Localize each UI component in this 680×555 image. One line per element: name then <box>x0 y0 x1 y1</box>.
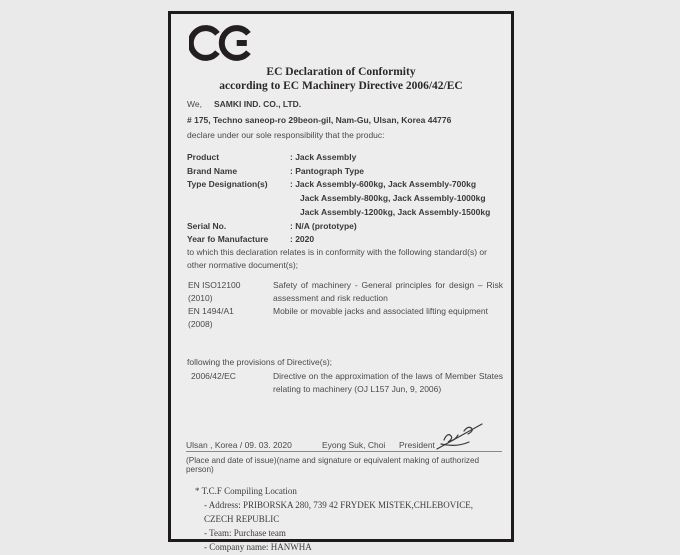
signature-title: President <box>399 440 435 450</box>
standard-code-block <box>188 305 273 331</box>
product-row <box>187 206 499 220</box>
ce-mark-logo <box>189 22 251 64</box>
directives-intro: following the provisions of Directive(s); <box>187 357 333 367</box>
product-value: : 2020 <box>290 234 315 245</box>
standard-code-block <box>188 279 273 305</box>
product-label: Serial No. <box>187 220 227 231</box>
product-row <box>187 151 499 165</box>
signature-caption: (Place and date of issue)(name and signature or equivalent making of authorized person) <box>186 456 480 474</box>
tcf-item: - Company name: HANWHA <box>204 542 312 552</box>
standard-year: (2010) <box>188 293 213 303</box>
standard-row <box>188 279 503 305</box>
company-name: SAMKI IND. CO., LTD. <box>213 99 302 109</box>
product-label <box>187 206 290 220</box>
standard-row <box>188 305 503 331</box>
standard-description: Mobile or movable jacks and associated lifting equipment <box>273 306 488 316</box>
standard-year: (2008) <box>188 319 213 329</box>
signature-area <box>186 434 502 474</box>
product-details <box>187 151 499 247</box>
handwritten-signature-icon <box>434 421 486 451</box>
product-row <box>187 165 499 179</box>
product-value: : Jack Assembly-600kg, Jack Assembly-700kg <box>290 179 477 190</box>
product-value: : N/A (prototype) <box>290 220 357 231</box>
company-address: # 175, Techno saneop-ro 29beon-gil, Nam-Gu, Ulsan, Korea 44776 <box>187 114 452 125</box>
product-label: Year fo Manufacture <box>187 234 269 245</box>
tcf-block <box>195 484 503 554</box>
directive-row <box>187 370 503 396</box>
tcf-item: - Team: Purchase team <box>204 528 286 538</box>
tcf-heading: * T.C.F Compiling Location <box>195 486 297 496</box>
standards-list <box>188 279 503 331</box>
ce-mark-icon <box>189 22 251 64</box>
certificate-document <box>168 11 514 552</box>
standard-code: EN ISO12100 <box>188 280 241 290</box>
product-value: : Pantograph Type <box>290 165 364 176</box>
product-row <box>187 220 499 234</box>
standard-description: Safety of machinery - General principles for design – Risk assessment and risk reduction <box>273 280 503 303</box>
document-title: EC Declaration of Conformity <box>266 66 416 78</box>
directives-block <box>187 356 503 396</box>
signature-line <box>186 434 502 452</box>
product-label <box>187 192 290 206</box>
product-label: Type Designation(s) <box>187 179 268 190</box>
company-line <box>187 97 493 113</box>
tcf-item: - Address: PRIBORSKA 280, 739 42 FRYDEK MISTEK,CHLEBOVICE, CZECH REPUBLIC <box>204 500 474 524</box>
product-value: Jack Assembly-800kg, Jack Assembly-1000kg <box>300 193 486 204</box>
signature-place-date: Ulsan , Korea / 09. 03. 2020 <box>186 440 292 450</box>
signature-name: Eyong Suk, Choi <box>322 440 386 450</box>
conformity-statement: to which this declaration relates is in conformity with the following standard(s) or other normative document(s); <box>187 247 487 270</box>
product-row <box>187 192 499 206</box>
title-block <box>171 65 511 93</box>
document-subtitle: according to EC Machinery Directive 2006/42/EC <box>219 80 463 92</box>
standard-code: EN 1494/A1 <box>188 306 234 316</box>
product-row <box>187 178 499 192</box>
we-prefix: We, <box>187 99 202 109</box>
product-value: : Jack Assembly <box>290 152 357 162</box>
product-row <box>187 233 499 247</box>
declaration-intro: declare under our sole responsibility that the produc: <box>187 130 385 140</box>
product-label: Brand Name <box>187 165 238 176</box>
product-value: Jack Assembly-1200kg, Jack Assembly-1500kg <box>300 206 491 217</box>
directive-code: 2006/42/EC <box>191 371 236 381</box>
product-label: Product <box>187 152 220 162</box>
company-block <box>187 97 493 144</box>
directive-description: Directive on the approximation of the laws of Member States relating to machinery (OJ L157 Jun, 9, 2006) <box>273 371 503 394</box>
